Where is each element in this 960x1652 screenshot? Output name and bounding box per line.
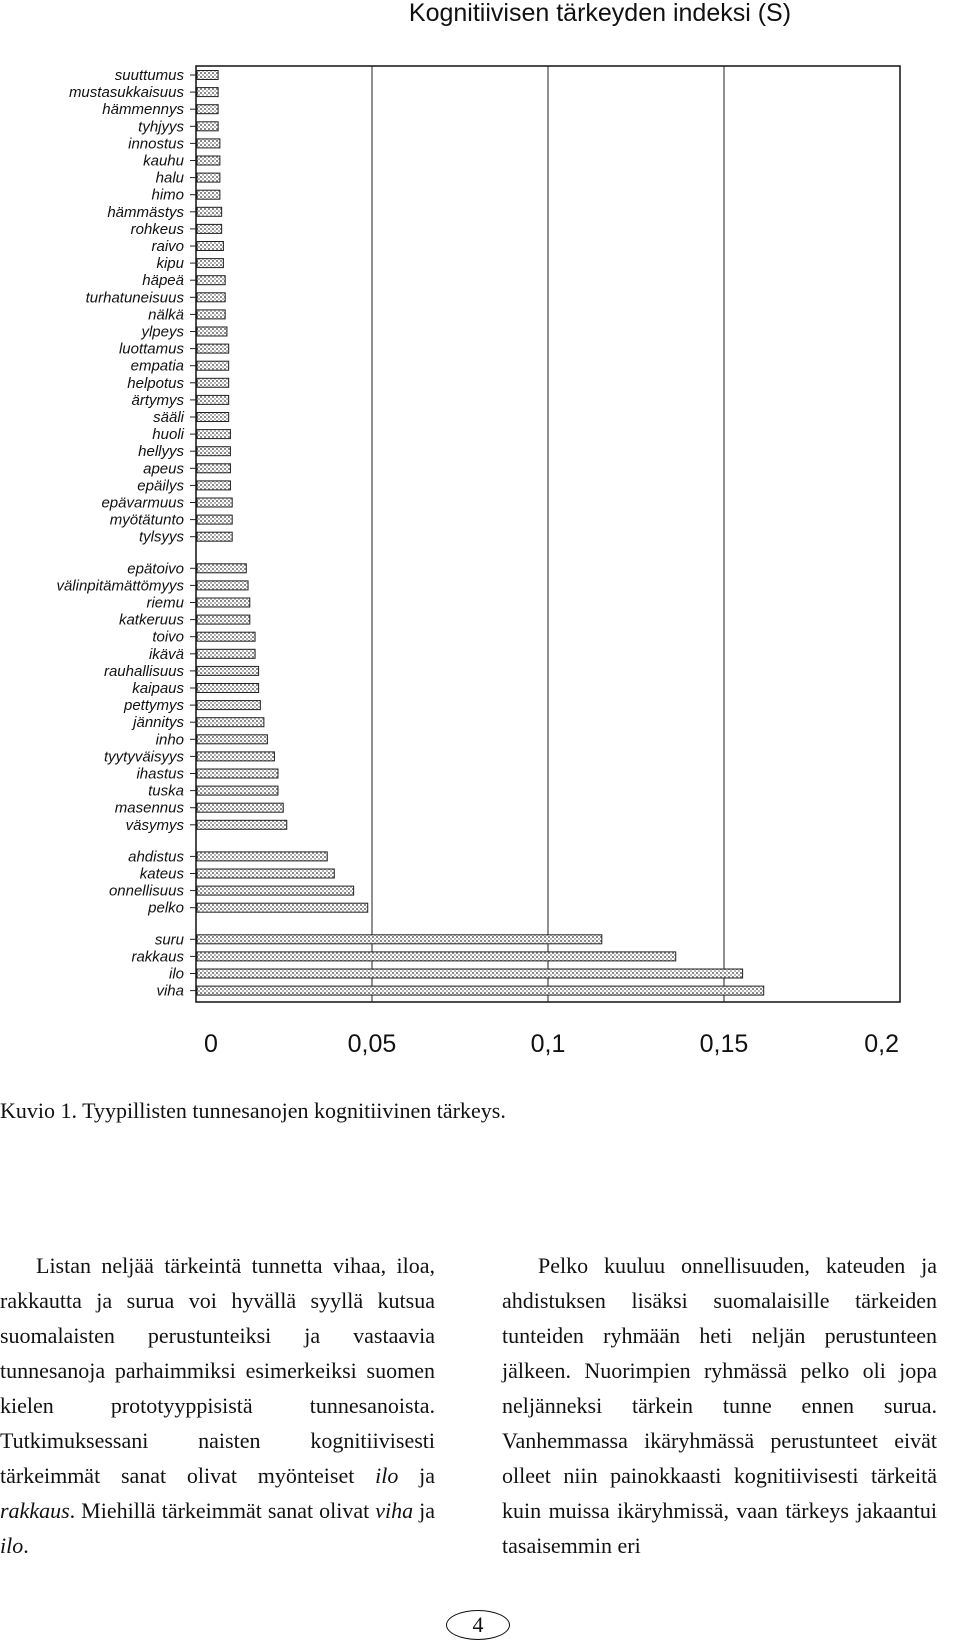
category-label: jännitys	[133, 714, 184, 732]
category-label: epäilys	[137, 477, 184, 495]
bar	[197, 803, 283, 812]
category-label: tylsyys	[139, 528, 184, 546]
x-tick-label: 0	[204, 1030, 218, 1058]
bar	[197, 786, 278, 795]
figure-caption: Kuvio 1. Tyypillisten tunnesanojen kognitiivinen tärkeys.	[0, 1098, 506, 1123]
category-label: onnellisuus	[108, 882, 184, 900]
bar	[197, 481, 230, 490]
bar	[197, 564, 246, 573]
category-label: toivo	[152, 628, 184, 646]
bar	[197, 649, 255, 658]
x-tick-label: 0,2	[864, 1030, 899, 1058]
bar	[197, 207, 222, 216]
category-label: halu	[155, 169, 184, 187]
category-label: turhatuneisuus	[85, 289, 184, 307]
bar	[197, 752, 274, 761]
category-label: viha	[156, 982, 184, 1000]
x-tick-label: 0,1	[530, 1030, 566, 1058]
bar	[197, 224, 222, 233]
category-label: mustasukkaisuus	[68, 84, 184, 102]
category-label: luottamus	[118, 340, 184, 358]
category-label: ilo	[168, 965, 184, 983]
bar	[197, 71, 218, 80]
bar	[197, 447, 230, 456]
category-label: innostus	[128, 135, 184, 153]
bar	[197, 190, 220, 199]
bar	[197, 327, 227, 336]
category-label: riemu	[146, 594, 184, 612]
category-label: katkeruus	[118, 611, 184, 629]
category-label: empatia	[130, 357, 184, 375]
gridlines	[372, 66, 724, 1002]
category-label: välinpitämättömyys	[56, 577, 184, 595]
category-label: helpotus	[127, 374, 184, 392]
chart-title: Kognitiivisen tärkeyden indeksi (S)	[408, 0, 792, 27]
bar	[197, 310, 225, 319]
category-label: kauhu	[143, 152, 184, 170]
bar	[197, 632, 255, 641]
emphasized-word: rakkaus	[0, 1498, 70, 1523]
category-label: tuska	[148, 782, 184, 800]
bar	[197, 581, 248, 590]
category-label: pettymys	[123, 697, 184, 715]
bar	[197, 986, 764, 995]
bar	[197, 173, 220, 182]
x-axis-tick-labels	[204, 1030, 899, 1058]
body-text-left-column	[0, 1248, 435, 1563]
category-label: suru	[154, 931, 184, 949]
category-label: nälkä	[148, 306, 184, 324]
category-label: kaipaus	[132, 680, 184, 697]
bar	[197, 718, 264, 727]
bar	[197, 684, 259, 693]
x-tick-label: 0,05	[347, 1030, 397, 1058]
bar	[197, 532, 232, 541]
category-label: huoli	[152, 426, 184, 444]
category-label: sääli	[153, 409, 184, 426]
bar	[197, 820, 287, 829]
bar	[197, 378, 229, 387]
bar	[197, 886, 354, 895]
category-label: häpeä	[142, 272, 184, 290]
bar	[197, 515, 232, 524]
category-label: hämmästys	[107, 203, 184, 221]
bar	[197, 139, 220, 148]
text-run: Listan neljää tärkeintä tunnetta vihaa, iloa, rakkautta ja surua voi hyvällä syyllä kutsua suomalaisten perustunteiksi ja vastaavia tunnesanoja parhaimmiksi esimerkeiksi suomen kielen prototyyppisistä tunnesanoista. Tutkimuksessani naisten kognitiivisesti tärkeimmät sanat olivat myönteiset	[0, 1253, 435, 1488]
bars	[190, 71, 764, 996]
bar	[197, 598, 250, 607]
bar	[197, 395, 229, 404]
text-run: ja	[413, 1498, 435, 1523]
text-run: ja	[398, 1463, 435, 1488]
category-label: hämmennys	[102, 101, 184, 119]
bar	[197, 293, 225, 302]
category-labels	[56, 67, 184, 1000]
category-label: kateus	[139, 865, 184, 883]
bar	[197, 88, 218, 97]
bar	[197, 464, 230, 473]
category-label: epätoivo	[127, 560, 184, 578]
category-label: rakkaus	[131, 948, 184, 966]
text-run: . Miehillä tärkeimmät sanat olivat	[69, 1498, 376, 1523]
x-tick-label: 0,15	[699, 1030, 749, 1058]
category-label: ikävä	[148, 645, 184, 663]
emphasized-word: ilo	[375, 1463, 399, 1488]
category-label: apeus	[143, 460, 184, 478]
category-label: inho	[155, 731, 184, 749]
category-label: kipu	[156, 255, 184, 273]
bar	[197, 869, 334, 878]
body-text-right-column: Pelko kuuluu onnellisuuden, kateuden ja ahdistuksen lisäksi suomalaisille tärkeiden tunteiden ryhmään heti neljän perustunteen jälkeen. Nuorimpien ryhmässä pelko oli jopa neljänneksi tärkein tunne ennen surua. Vanhemmassa ikäryhmässä perustunteet eivät olleet niin painokkaasti kognitiivisesti tärkeitä kuin muissa ikäryhmissä, vaan tärkeys jakaantui tasaisemmin eri	[502, 1253, 937, 1558]
emphasized-word: ilo	[0, 1533, 24, 1558]
category-label: raivo	[151, 238, 184, 255]
bar	[197, 498, 232, 507]
bar	[197, 952, 676, 961]
bar	[197, 156, 220, 165]
category-label: väsymys	[125, 816, 184, 834]
bar	[197, 615, 250, 624]
category-label: himo	[151, 186, 184, 204]
bar	[197, 701, 260, 710]
bar	[197, 122, 218, 131]
bar	[197, 430, 230, 439]
bar	[197, 344, 229, 353]
category-label: rohkeus	[130, 220, 184, 238]
category-label: ahdistus	[128, 848, 184, 866]
bar	[197, 105, 218, 114]
emphasized-word: viha	[375, 1498, 414, 1523]
page-number: 4	[446, 1610, 510, 1640]
category-label: tyhjyys	[138, 118, 184, 136]
bar	[197, 735, 267, 744]
category-label: rauhallisuus	[103, 662, 184, 680]
category-label: epävarmuus	[101, 494, 184, 512]
bar	[197, 242, 223, 251]
bar	[197, 969, 743, 978]
category-label: ärtymys	[131, 391, 184, 409]
bar	[197, 903, 368, 912]
category-label: hellyys	[138, 443, 184, 461]
category-label: suuttumus	[114, 67, 184, 84]
category-label: tyytyväisyys	[103, 748, 184, 766]
bar	[197, 413, 229, 422]
bar	[197, 769, 278, 778]
bar	[197, 852, 327, 861]
category-label: pelko	[148, 899, 184, 917]
bar	[197, 276, 225, 285]
category-label: ihastus	[136, 765, 184, 783]
bar	[197, 361, 229, 370]
bar	[197, 259, 223, 268]
category-label: myötätunto	[109, 511, 184, 529]
category-label: masennus	[114, 799, 184, 817]
category-label: ylpeys	[141, 323, 184, 341]
text-run: .	[23, 1533, 29, 1558]
bar	[197, 666, 259, 675]
bar	[197, 935, 602, 944]
